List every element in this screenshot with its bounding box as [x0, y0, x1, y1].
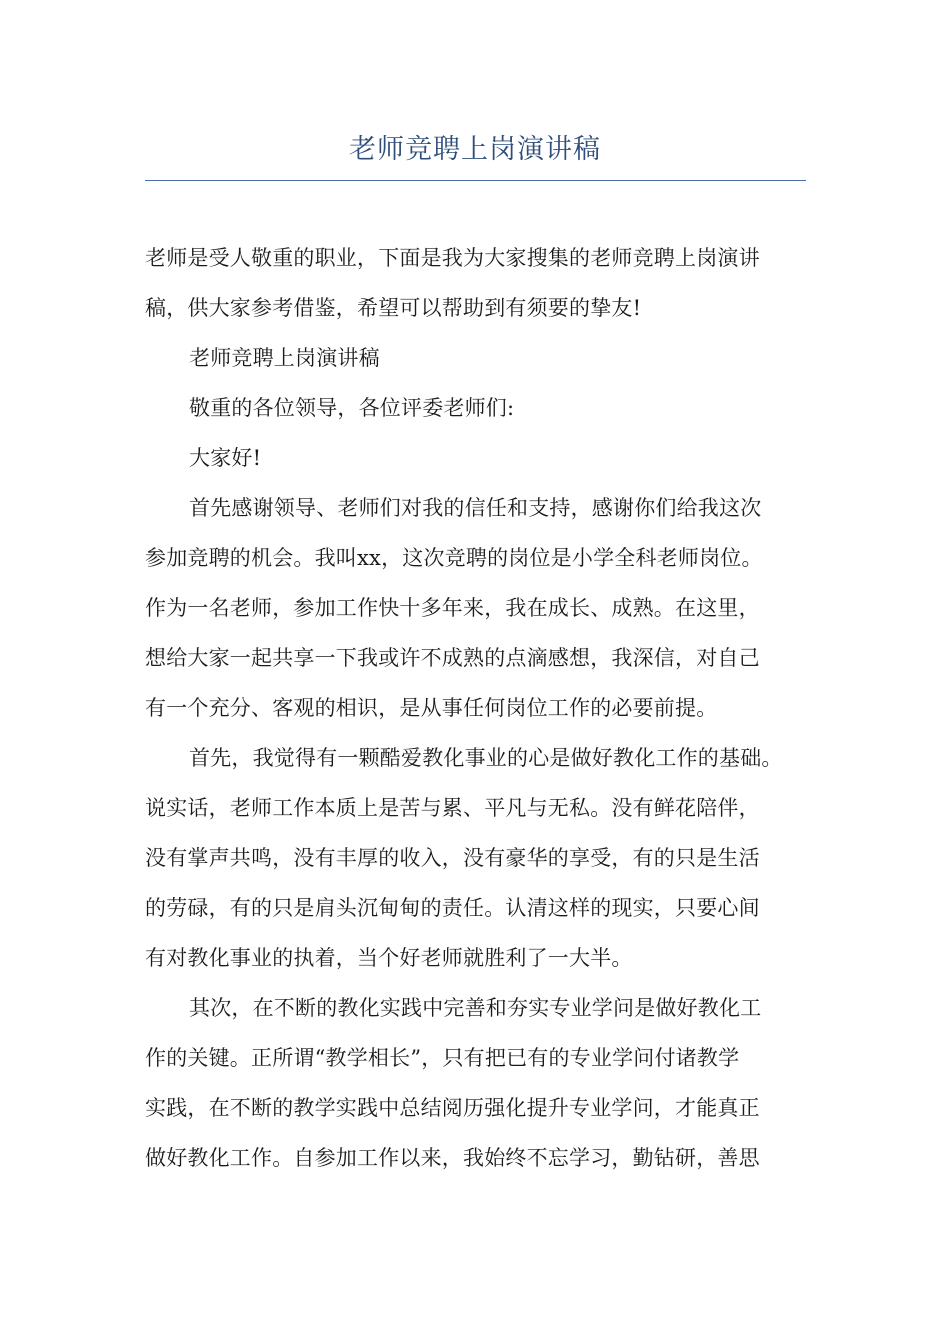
body-line: 稿，供大家参考借鉴，希望可以帮助到有须要的挚友!	[145, 296, 642, 320]
body-line: 作为一名老师，参加工作快十多年来，我在成长、成熟。在这里，	[145, 596, 760, 620]
body-line: 首先，我觉得有一颗酷爱教化事业的心是做好教化工作的基础。	[189, 746, 783, 770]
body-line: 说实话，老师工作本质上是苦与累、平凡与无私。没有鲜花陪伴，	[145, 796, 760, 820]
title-underline	[145, 180, 806, 181]
body-line: 做好教化工作。自参加工作以来，我始终不忘学习，勤钻研，善思	[145, 1146, 760, 1170]
body-line: 的劳碌，有的只是肩头沉甸甸的责任。认清这样的现实，只要心间	[145, 896, 760, 920]
body-line: 实践，在不断的教学实践中总结阅历强化提升专业学问，才能真正	[145, 1096, 760, 1120]
body-line: 敬重的各位领导，各位评委老师们:	[189, 396, 515, 420]
body-line: 作的关键。正所谓“教学相长”，只有把已有的专业学问付诸教学	[145, 1046, 740, 1070]
body-line: 首先感谢领导、老师们对我的信任和支持，感谢你们给我这次	[189, 496, 762, 520]
body-line: 大家好!	[189, 446, 262, 470]
body-line: 没有掌声共鸣，没有丰厚的收入，没有豪华的享受，有的只是生活	[145, 846, 760, 870]
body-line: 老师是受人敬重的职业，下面是我为大家搜集的老师竞聘上岗演讲	[145, 246, 760, 270]
body-line: 其次，在不断的教化实践中完善和夯实专业学问是做好教化工	[189, 996, 762, 1020]
document-title: 老师竞聘上岗演讲稿	[349, 134, 601, 165]
body-line: 想给大家一起共享一下我或许不成熟的点滴感想，我深信，对自己	[145, 646, 760, 670]
document-body	[145, 233, 805, 1183]
body-line: 有对教化事业的执着，当个好老师就胜利了一大半。	[145, 946, 633, 970]
body-line: 有一个充分、客观的相识，是从事任何岗位工作的必要前提。	[145, 696, 718, 720]
body-line: 老师竞聘上岗演讲稿	[189, 346, 380, 370]
body-line: 参加竞聘的机会。我叫xx，这次竞聘的岗位是小学全科老师岗位。	[145, 546, 763, 570]
